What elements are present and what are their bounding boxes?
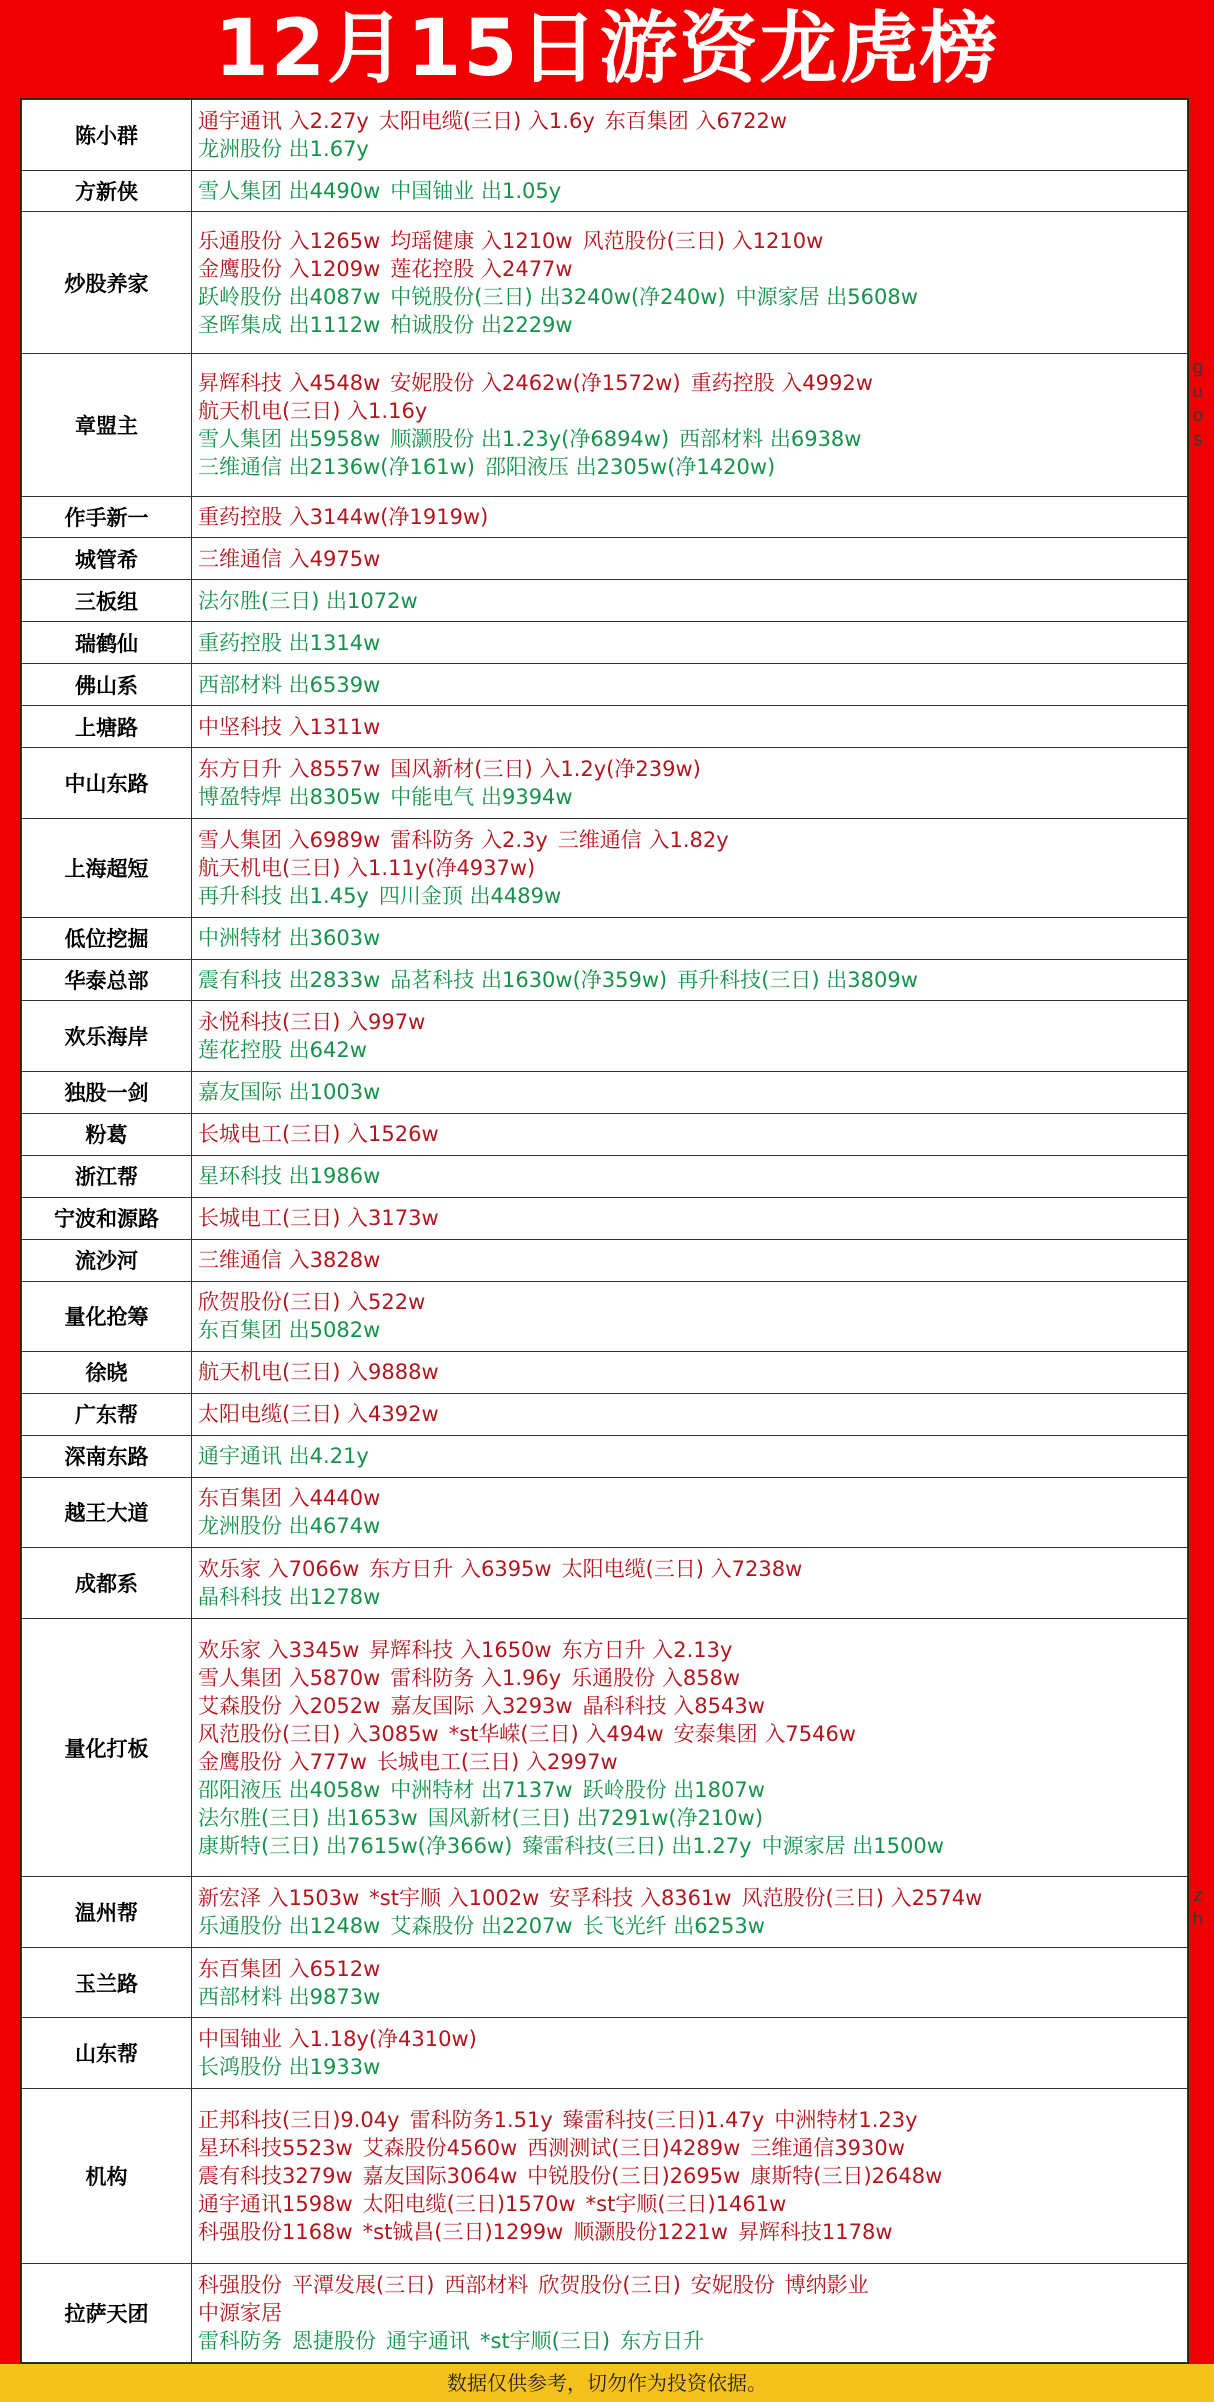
- buy-entry: 顺灏股份1221w: [573, 2219, 728, 2244]
- trade-line: [198, 545, 1183, 573]
- sell-entry: 西部材料 出6539w: [198, 672, 381, 697]
- trade-line: [198, 671, 1183, 699]
- trade-line: [198, 2162, 1183, 2190]
- trader-row: [22, 1281, 1188, 1352]
- trade-line: [198, 1776, 1183, 1804]
- buy-entry: 乐通股份 入1265w: [198, 228, 381, 253]
- sell-entry: 圣晖集成 出1112w: [198, 312, 381, 337]
- trade-details: [192, 1281, 1188, 1352]
- trade-line: [198, 177, 1183, 205]
- trader-row: [22, 1197, 1188, 1239]
- trade-line: [198, 1288, 1183, 1316]
- trade-line: [198, 1442, 1183, 1470]
- buy-entry: 欢乐家 入7066w: [198, 1557, 360, 1581]
- sell-entry: 三维通信 出2136w(净161w): [198, 455, 475, 480]
- trade-line: [198, 397, 1183, 425]
- buy-entry: 长城电工(三日) 入2997w: [376, 1749, 618, 1774]
- trade-line: [198, 1400, 1183, 1428]
- buy-entry: 平潭发展(三日): [292, 2272, 435, 2297]
- trade-details: [192, 1435, 1188, 1477]
- sell-entry: 东方日升: [620, 2328, 705, 2353]
- trade-details: [192, 2263, 1188, 2362]
- buy-entry: 震有科技3279w: [198, 2163, 353, 2188]
- sell-entry: 法尔胜(三日) 出1072w: [198, 588, 418, 613]
- trade-details: [192, 917, 1188, 959]
- trader-name: 成都系: [22, 1548, 192, 1619]
- trader-name: 机构: [22, 2088, 192, 2263]
- buy-entry: 雪人集团 入6989w: [198, 827, 381, 852]
- watermark-letter: o: [1192, 405, 1204, 426]
- trader-row: [22, 1239, 1188, 1281]
- trade-line: [198, 1912, 1183, 1940]
- trade-line: [198, 453, 1183, 481]
- trader-name: 独股一剑: [22, 1071, 192, 1113]
- buy-entry: 欣贺股份(三日): [538, 2272, 681, 2297]
- buy-entry: 安泰集团 入7546w: [673, 1721, 856, 1746]
- disclaimer-footer: 数据仅供参考，切勿作为投资依据。: [0, 2364, 1214, 2402]
- buy-entry: 东百集团 入6512w: [198, 1956, 381, 1981]
- buy-entry: 星环科技5523w: [198, 2135, 353, 2160]
- trader-name: 中山东路: [22, 747, 192, 818]
- trade-line: [198, 854, 1183, 882]
- side-watermark-top: [1191, 356, 1205, 452]
- sell-entry: 雪人集团 出4490w: [198, 178, 381, 203]
- watermark-letter: s: [1193, 429, 1203, 450]
- buy-entry: 科强股份: [198, 2272, 282, 2297]
- buy-entry: 昇辉科技1178w: [737, 2219, 893, 2244]
- trader-name: 章盟主: [22, 354, 192, 496]
- buy-entry: 乐通股份 入858w: [571, 1665, 741, 1690]
- sell-entry: 通宇通讯: [386, 2328, 470, 2353]
- buy-entry: 通宇通讯1598w: [198, 2191, 353, 2216]
- buy-entry: 重药控股 入3144w(净1919w): [198, 505, 489, 529]
- buy-entry: 金鹰股份 入1209w: [198, 256, 381, 281]
- watermark-letter: h: [1192, 1909, 1204, 1930]
- sell-entry: 柏诚股份 出2229w: [390, 312, 573, 337]
- trader-name: 流沙河: [22, 1239, 192, 1281]
- trade-details: [192, 2088, 1188, 2263]
- trade-line: [198, 629, 1183, 657]
- sell-entry: 中源家居 出1500w: [761, 1833, 944, 1858]
- buy-entry: 风范股份(三日) 入1210w: [582, 228, 824, 253]
- trade-line: [198, 2190, 1183, 2218]
- sell-entry: 恩捷股份: [292, 2328, 376, 2353]
- trader-name: 上海超短: [22, 818, 192, 917]
- trade-line: [198, 2106, 1183, 2134]
- buy-entry: 臻雷科技(三日)1.47y: [562, 2107, 765, 2132]
- trader-row: [22, 1071, 1188, 1113]
- sell-entry: 艾森股份 出2207w: [390, 1914, 573, 1939]
- trade-line: [198, 1036, 1183, 1064]
- trader-name: 华泰总部: [22, 959, 192, 1001]
- sell-entry: 邵阳液压 出2305w(净1420w): [484, 455, 776, 480]
- trader-name: 欢乐海岸: [22, 1001, 192, 1072]
- trader-row: [22, 2088, 1188, 2263]
- buy-entry: 西测测试(三日)4289w: [527, 2135, 741, 2160]
- buy-entry: 东百集团 入6722w: [604, 108, 788, 133]
- trade-line: [198, 1720, 1183, 1748]
- trade-details: [192, 1877, 1188, 1948]
- sell-entry: 乐通股份 出1248w: [198, 1914, 381, 1939]
- trade-line: [198, 1246, 1183, 1274]
- trader-row: [22, 747, 1188, 818]
- trader-row: [22, 2018, 1188, 2089]
- buy-entry: 三维通信 入1.82y: [557, 827, 729, 852]
- trade-details: [192, 580, 1188, 622]
- trader-row: [22, 212, 1188, 354]
- trade-line: [198, 755, 1183, 783]
- buy-entry: 雪人集团 入5870w: [198, 1665, 381, 1690]
- trade-line: [198, 1636, 1183, 1664]
- trader-name: 山东帮: [22, 2018, 192, 2089]
- trade-line: [198, 826, 1183, 854]
- trade-line: [198, 587, 1183, 615]
- sell-entry: 再升科技 出1.45y: [198, 883, 369, 908]
- sell-entry: 中源家居 出5608w: [735, 284, 918, 309]
- trade-line: [198, 924, 1183, 952]
- trade-details: [192, 818, 1188, 917]
- buy-entry: 西部材料: [444, 2272, 529, 2297]
- buy-entry: 东方日升 入6395w: [369, 1557, 552, 1581]
- trader-row: [22, 917, 1188, 959]
- trader-name: 佛山系: [22, 664, 192, 706]
- trader-name: 三板组: [22, 580, 192, 622]
- trade-line: [198, 966, 1183, 994]
- trade-line: [198, 2299, 1183, 2327]
- trader-name: 陈小群: [22, 100, 192, 171]
- sell-entry: 雪人集团 出5958w: [198, 427, 381, 452]
- trader-name: 深南东路: [22, 1435, 192, 1477]
- trader-name: 瑞鹤仙: [22, 622, 192, 664]
- buy-entry: 中坚科技 入1311w: [198, 714, 381, 739]
- watermark-letter: z: [1193, 1885, 1203, 1906]
- buy-entry: 航天机电(三日) 入1.16y: [198, 399, 428, 424]
- sell-entry: 东百集团 出5082w: [198, 1318, 381, 1343]
- trade-details: [192, 1477, 1188, 1548]
- sell-entry: 再升科技(三日) 出3809w: [677, 968, 918, 992]
- trade-line: [198, 1484, 1183, 1512]
- buy-entry: 风范股份(三日) 入3085w: [198, 1721, 439, 1746]
- buy-entry: 安妮股份 入2462w(净1572w): [390, 371, 681, 396]
- trade-line: [198, 1162, 1183, 1190]
- sell-entry: 邵阳液压 出4058w: [198, 1777, 381, 1802]
- trader-row: [22, 706, 1188, 748]
- trade-line: [198, 311, 1183, 339]
- sell-entry: 国风新材(三日) 出7291w(净210w): [427, 1805, 764, 1830]
- trade-details: [192, 1352, 1188, 1394]
- trader-row: [22, 818, 1188, 917]
- buy-entry: 中锐股份(三日)2695w: [527, 2163, 741, 2188]
- buy-entry: 欢乐家 入3345w: [198, 1637, 360, 1662]
- buy-entry: 科强股份1168w: [198, 2219, 353, 2244]
- trade-line: [198, 1008, 1183, 1036]
- trade-line: [198, 1884, 1183, 1912]
- trader-row: [22, 1001, 1188, 1072]
- buy-entry: *st铖昌(三日)1299w: [362, 2219, 564, 2244]
- buy-entry: 太阳电缆(三日)1570w: [362, 2191, 576, 2216]
- trade-details: [192, 1548, 1188, 1619]
- trade-details: [192, 354, 1188, 496]
- trade-line: [198, 227, 1183, 255]
- buy-entry: 正邦科技(三日)9.04y: [198, 2107, 400, 2132]
- buy-entry: 三维通信 入3828w: [198, 1248, 381, 1273]
- trade-line: [198, 1555, 1183, 1583]
- buy-entry: 中洲特材1.23y: [774, 2107, 918, 2132]
- trade-details: [192, 1197, 1188, 1239]
- buy-entry: 昇辉科技 入4548w: [198, 371, 381, 396]
- sell-entry: 震有科技 出2833w: [198, 968, 381, 992]
- trade-details: [192, 1239, 1188, 1281]
- trader-row: [22, 959, 1188, 1001]
- trader-row: [22, 1548, 1188, 1619]
- trade-line: [198, 783, 1183, 811]
- buy-entry: 雷科防务1.51y: [409, 2107, 553, 2132]
- trade-line: [198, 1358, 1183, 1386]
- buy-entry: 艾森股份4560w: [362, 2135, 518, 2160]
- trader-row: [22, 170, 1188, 212]
- sell-entry: 星环科技 出1986w: [198, 1164, 381, 1189]
- trade-line: [198, 425, 1183, 453]
- buy-entry: 昇辉科技 入1650w: [369, 1637, 552, 1662]
- watermark-letter: g: [1192, 357, 1204, 378]
- sell-entry: *st宇顺(三日): [480, 2328, 611, 2353]
- trader-row: [22, 100, 1188, 171]
- trade-line: [198, 503, 1183, 531]
- buy-entry: 国风新材(三日) 入1.2y(净239w): [390, 756, 701, 781]
- trader-row: [22, 1947, 1188, 2018]
- trader-name: 粉葛: [22, 1113, 192, 1155]
- trader-name: 温州帮: [22, 1877, 192, 1948]
- trade-details: [192, 1071, 1188, 1113]
- trader-name: 拉萨天团: [22, 2263, 192, 2362]
- buy-entry: 东方日升 入2.13y: [561, 1637, 733, 1662]
- buy-entry: 航天机电(三日) 入9888w: [198, 1360, 439, 1385]
- buy-entry: 安妮股份: [690, 2272, 775, 2297]
- sell-entry: 四川金顶 出4489w: [378, 883, 562, 908]
- sell-entry: 西部材料 出9873w: [198, 1984, 381, 2009]
- trader-row: [22, 496, 1188, 538]
- sell-entry: 臻雷科技(三日) 出1.27y: [522, 1833, 752, 1858]
- side-watermark-bottom: [1191, 1884, 1205, 1932]
- trader-name: 低位挖掘: [22, 917, 192, 959]
- buy-entry: 太阳电缆(三日) 入7238w: [561, 1557, 803, 1581]
- buy-entry: 金鹰股份 入777w: [198, 1749, 367, 1774]
- buy-entry: 新宏泽 入1503w: [198, 1886, 360, 1911]
- trade-details: [192, 1001, 1188, 1072]
- trade-line: [198, 135, 1183, 163]
- buy-entry: 太阳电缆(三日) 入1.6y: [378, 108, 595, 133]
- buy-entry: 永悦科技(三日) 入997w: [198, 1010, 426, 1035]
- sell-entry: 嘉友国际 出1003w: [198, 1080, 381, 1105]
- trader-row: [22, 1477, 1188, 1548]
- trader-name: 作手新一: [22, 496, 192, 538]
- buy-entry: 晶科科技 入8543w: [582, 1693, 765, 1718]
- trade-details: [192, 1113, 1188, 1155]
- trade-line: [198, 2134, 1183, 2162]
- trader-row: [22, 354, 1188, 496]
- sell-entry: 法尔胜(三日) 出1653w: [198, 1805, 418, 1830]
- trade-details: [192, 747, 1188, 818]
- sell-entry: 跃岭股份 出1807w: [582, 1777, 765, 1802]
- buy-entry: 安孚科技 入8361w: [549, 1886, 732, 1911]
- trade-details: [192, 706, 1188, 748]
- trader-row: [22, 1155, 1188, 1197]
- trader-name: 浙江帮: [22, 1155, 192, 1197]
- sell-entry: 中锐股份(三日) 出3240w(净240w): [390, 284, 726, 309]
- sell-entry: 品茗科技 出1630w(净359w): [390, 968, 668, 992]
- sell-entry: 龙洲股份 出1.67y: [198, 136, 369, 161]
- trade-line: [198, 2053, 1183, 2081]
- buy-entry: 艾森股份 入2052w: [198, 1693, 381, 1718]
- trade-line: [198, 1832, 1183, 1860]
- trader-name: 量化打板: [22, 1618, 192, 1877]
- trade-line: [198, 1316, 1183, 1344]
- trader-row: [22, 664, 1188, 706]
- buy-entry: 均瑶健康 入1210w: [390, 228, 573, 253]
- sell-entry: 重药控股 出1314w: [198, 630, 381, 655]
- sell-entry: 跃岭股份 出4087w: [198, 284, 381, 309]
- watermark-letter: u: [1192, 381, 1204, 402]
- trade-details: [192, 538, 1188, 580]
- trade-line: [198, 1664, 1183, 1692]
- trader-name: 上塘路: [22, 706, 192, 748]
- sell-entry: 中洲特材 出7137w: [390, 1777, 573, 1802]
- trade-line: [198, 1204, 1183, 1232]
- buy-entry: 中国铀业 入1.18y(净4310w): [198, 2027, 477, 2052]
- trade-line: [198, 255, 1183, 283]
- trade-details: [192, 959, 1188, 1001]
- trader-name: 玉兰路: [22, 1947, 192, 2018]
- buy-entry: 三维通信3930w: [750, 2135, 905, 2160]
- trade-line: [198, 1983, 1183, 2011]
- trade-line: [198, 1955, 1183, 1983]
- trader-name: 徐晓: [22, 1352, 192, 1394]
- trader-row: [22, 2263, 1188, 2362]
- trade-line: [198, 2218, 1183, 2246]
- trade-details: [192, 622, 1188, 664]
- trader-row: [22, 1393, 1188, 1435]
- buy-entry: 莲花控股 入2477w: [390, 256, 573, 281]
- trader-table: [21, 99, 1188, 2363]
- buy-entry: 长城电工(三日) 入1526w: [198, 1122, 439, 1147]
- buy-entry: 欣贺股份(三日) 入522w: [198, 1290, 426, 1315]
- trader-row: [22, 1618, 1188, 1877]
- sell-entry: 康斯特(三日) 出7615w(净366w): [198, 1833, 513, 1858]
- trade-line: [198, 1804, 1183, 1832]
- trade-line: [198, 1512, 1183, 1540]
- dragon-tiger-board: [20, 98, 1189, 2364]
- buy-entry: 太阳电缆(三日) 入4392w: [198, 1402, 439, 1427]
- buy-entry: 博纳影业: [784, 2272, 869, 2297]
- trade-line: [198, 1120, 1183, 1148]
- trade-line: [198, 107, 1183, 135]
- buy-entry: 重药控股 入4992w: [690, 371, 873, 396]
- trade-line: [198, 1583, 1183, 1611]
- buy-entry: *st宇顺(三日)1461w: [585, 2191, 787, 2216]
- sell-entry: 中洲特材 出3603w: [198, 926, 381, 951]
- sell-entry: 通宇通讯 出4.21y: [198, 1444, 369, 1469]
- sell-entry: 顺灏股份 出1.23y(净6894w): [390, 427, 670, 452]
- trader-name: 广东帮: [22, 1393, 192, 1435]
- trader-name: 炒股养家: [22, 212, 192, 354]
- trader-row: [22, 1877, 1188, 1948]
- trader-name: 方新侠: [22, 170, 192, 212]
- sell-entry: 长飞光纤 出6253w: [582, 1914, 765, 1939]
- buy-entry: 长城电工(三日) 入3173w: [198, 1206, 439, 1231]
- trade-line: [198, 1078, 1183, 1106]
- trader-row: [22, 1113, 1188, 1155]
- buy-entry: *st华嵘(三日) 入494w: [448, 1721, 664, 1746]
- sell-entry: 中国铀业 出1.05y: [390, 178, 562, 203]
- trade-line: [198, 283, 1183, 311]
- trade-line: [198, 369, 1183, 397]
- trade-details: [192, 212, 1188, 354]
- trader-name: 量化抢筹: [22, 1281, 192, 1352]
- buy-entry: 雷科防务 入1.96y: [390, 1665, 562, 1690]
- trade-line: [198, 1748, 1183, 1776]
- trade-details: [192, 2018, 1188, 2089]
- sell-entry: 雷科防务: [198, 2328, 282, 2353]
- trade-details: [192, 1947, 1188, 2018]
- trade-details: [192, 1393, 1188, 1435]
- trade-line: [198, 2025, 1183, 2053]
- trade-details: [192, 496, 1188, 538]
- buy-entry: 风范股份(三日) 入2574w: [741, 1886, 983, 1911]
- trader-row: [22, 622, 1188, 664]
- trade-details: [192, 664, 1188, 706]
- sell-entry: 博盈特焊 出8305w: [198, 784, 381, 809]
- trade-details: [192, 1618, 1188, 1877]
- page-title: 12月15日游资龙虎榜: [214, 4, 1000, 94]
- buy-entry: 康斯特(三日)2648w: [750, 2163, 943, 2188]
- trade-details: [192, 1155, 1188, 1197]
- buy-entry: 嘉友国际3064w: [362, 2163, 518, 2188]
- trader-name: 宁波和源路: [22, 1197, 192, 1239]
- sell-entry: 中能电气 出9394w: [390, 784, 573, 809]
- trade-line: [198, 882, 1183, 910]
- trader-name: 越王大道: [22, 1477, 192, 1548]
- trade-line: [198, 2271, 1183, 2299]
- sell-entry: 莲花控股 出642w: [198, 1038, 367, 1063]
- buy-entry: 中源家居: [198, 2300, 282, 2325]
- trader-name: 城管希: [22, 538, 192, 580]
- buy-entry: 雷科防务 入2.3y: [390, 827, 548, 852]
- trade-details: [192, 100, 1188, 171]
- trade-line: [198, 1692, 1183, 1720]
- trader-row: [22, 580, 1188, 622]
- trader-row: [22, 1435, 1188, 1477]
- buy-entry: 通宇通讯 入2.27y: [198, 108, 369, 133]
- trade-details: [192, 170, 1188, 212]
- buy-entry: 航天机电(三日) 入1.11y(净4937w): [198, 855, 536, 880]
- buy-entry: *st宇顺 入1002w: [369, 1886, 540, 1911]
- sell-entry: 长鸿股份 出1933w: [198, 2055, 381, 2080]
- trader-row: [22, 1352, 1188, 1394]
- sell-entry: 西部材料 出6938w: [679, 427, 862, 452]
- buy-entry: 嘉友国际 入3293w: [390, 1693, 573, 1718]
- sell-entry: 晶科科技 出1278w: [198, 1585, 381, 1609]
- trade-line: [198, 2327, 1183, 2355]
- trade-line: [198, 713, 1183, 741]
- sell-entry: 龙洲股份 出4674w: [198, 1514, 381, 1539]
- trader-row: [22, 538, 1188, 580]
- buy-entry: 三维通信 入4975w: [198, 546, 381, 571]
- buy-entry: 东百集团 入4440w: [198, 1486, 381, 1511]
- buy-entry: 东方日升 入8557w: [198, 756, 381, 781]
